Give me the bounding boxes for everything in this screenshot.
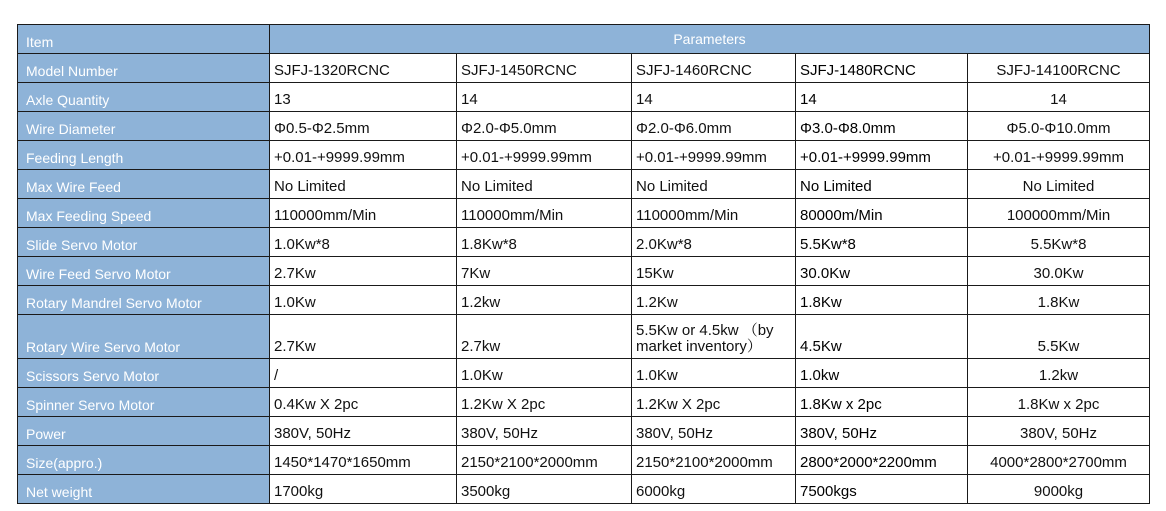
value-cell: 5.5Kw — [968, 315, 1150, 359]
value-cell: 2150*2100*2000mm — [632, 446, 796, 475]
table-row — [18, 199, 1150, 228]
table-row — [18, 141, 1150, 170]
value-cell: No Limited — [968, 170, 1150, 199]
value-cell: 1.2Kw — [632, 286, 796, 315]
value-cell: 2.7kw — [457, 315, 632, 359]
table-row — [18, 315, 1150, 359]
value-cell: 380V, 50Hz — [968, 417, 1150, 446]
value-cell: 1.0kw — [796, 359, 968, 388]
value-cell: / — [270, 359, 457, 388]
table-row — [18, 257, 1150, 286]
value-cell: 6000kg — [632, 475, 796, 504]
value-cell: 3500kg — [457, 475, 632, 504]
row-label: Slide Servo Motor — [18, 228, 270, 257]
value-cell: 380V, 50Hz — [270, 417, 457, 446]
value-cell: 2800*2000*2200mm — [796, 446, 968, 475]
value-cell: 1700kg — [270, 475, 457, 504]
table-row — [18, 388, 1150, 417]
row-label: Rotary Wire Servo Motor — [18, 315, 270, 359]
value-cell: 1.0Kw — [457, 359, 632, 388]
table-header-row — [18, 25, 1150, 54]
value-cell: Φ5.0-Φ10.0mm — [968, 112, 1150, 141]
value-cell: No Limited — [796, 170, 968, 199]
value-cell: 1.8Kw — [796, 286, 968, 315]
value-cell: 110000mm/Min — [270, 199, 457, 228]
value-cell: 1.2kw — [457, 286, 632, 315]
value-cell: 100000mm/Min — [968, 199, 1150, 228]
value-cell: 4000*2800*2700mm — [968, 446, 1150, 475]
row-label: Max Feeding Speed — [18, 199, 270, 228]
value-cell: 14 — [632, 83, 796, 112]
value-cell: Φ0.5-Φ2.5mm — [270, 112, 457, 141]
value-cell: 9000kg — [968, 475, 1150, 504]
value-cell: 30.0Kw — [968, 257, 1150, 286]
row-label: Spinner Servo Motor — [18, 388, 270, 417]
value-cell: 7Kw — [457, 257, 632, 286]
value-cell: Φ3.0-Φ8.0mm — [796, 112, 968, 141]
row-label: Size(appro.) — [18, 446, 270, 475]
value-cell: SJFJ-1450RCNC — [457, 54, 632, 83]
value-cell: 5.5Kw*8 — [968, 228, 1150, 257]
value-cell: 0.4Kw X 2pc — [270, 388, 457, 417]
value-cell: 7500kgs — [796, 475, 968, 504]
value-cell: 15Kw — [632, 257, 796, 286]
row-label: Net weight — [18, 475, 270, 504]
value-cell: 1.2Kw X 2pc — [632, 388, 796, 417]
value-cell: 2.7Kw — [270, 257, 457, 286]
value-cell: 110000mm/Min — [457, 199, 632, 228]
value-cell: 1.8Kw x 2pc — [968, 388, 1150, 417]
value-cell: 380V, 50Hz — [457, 417, 632, 446]
value-cell: 1450*1470*1650mm — [270, 446, 457, 475]
value-cell: No Limited — [270, 170, 457, 199]
row-label: Scissors Servo Motor — [18, 359, 270, 388]
value-cell: 13 — [270, 83, 457, 112]
value-cell: 30.0Kw — [796, 257, 968, 286]
value-cell: 80000m/Min — [796, 199, 968, 228]
value-cell: 1.2kw — [968, 359, 1150, 388]
value-cell: 14 — [457, 83, 632, 112]
table-row — [18, 170, 1150, 199]
value-cell: No Limited — [632, 170, 796, 199]
value-cell: 14 — [796, 83, 968, 112]
value-cell: 5.5Kw*8 — [796, 228, 968, 257]
value-cell: SJFJ-14100RCNC — [968, 54, 1150, 83]
value-cell: Φ2.0-Φ6.0mm — [632, 112, 796, 141]
spec-table — [17, 24, 1150, 504]
value-cell: 1.0Kw*8 — [270, 228, 457, 257]
table-row — [18, 112, 1150, 141]
value-cell: 1.8Kw x 2pc — [796, 388, 968, 417]
value-cell: SJFJ-1460RCNC — [632, 54, 796, 83]
row-label: Wire Diameter — [18, 112, 270, 141]
value-cell: 1.0Kw — [632, 359, 796, 388]
table-row — [18, 228, 1150, 257]
row-label: Max Wire Feed — [18, 170, 270, 199]
value-cell: SJFJ-1320RCNC — [270, 54, 457, 83]
value-cell: 4.5Kw — [796, 315, 968, 359]
value-cell: 14 — [968, 83, 1150, 112]
value-cell: 1.8Kw*8 — [457, 228, 632, 257]
row-label: Axle Quantity — [18, 83, 270, 112]
value-cell: 2.0Kw*8 — [632, 228, 796, 257]
value-cell: +0.01-+9999.99mm — [457, 141, 632, 170]
value-cell: 380V, 50Hz — [632, 417, 796, 446]
row-label: Rotary Mandrel Servo Motor — [18, 286, 270, 315]
row-label: Model Number — [18, 54, 270, 83]
value-cell: 1.0Kw — [270, 286, 457, 315]
parameters-header: Parameters — [270, 25, 1150, 54]
value-cell: 2.7Kw — [270, 315, 457, 359]
value-cell: +0.01-+9999.99mm — [270, 141, 457, 170]
row-label: Power — [18, 417, 270, 446]
table-row — [18, 286, 1150, 315]
table-row — [18, 83, 1150, 112]
value-cell: SJFJ-1480RCNC — [796, 54, 968, 83]
table-row — [18, 417, 1150, 446]
value-cell: 110000mm/Min — [632, 199, 796, 228]
value-cell: 1.8Kw — [968, 286, 1150, 315]
value-cell: +0.01-+9999.99mm — [968, 141, 1150, 170]
value-cell: +0.01-+9999.99mm — [632, 141, 796, 170]
value-cell: Φ2.0-Φ5.0mm — [457, 112, 632, 141]
row-label: Wire Feed Servo Motor — [18, 257, 270, 286]
item-header: Item — [18, 25, 270, 54]
value-cell: +0.01-+9999.99mm — [796, 141, 968, 170]
value-cell: 1.2Kw X 2pc — [457, 388, 632, 417]
table-row — [18, 475, 1150, 504]
row-label: Feeding Length — [18, 141, 270, 170]
table-row — [18, 359, 1150, 388]
table-row — [18, 446, 1150, 475]
value-cell: 380V, 50Hz — [796, 417, 968, 446]
table-row — [18, 54, 1150, 83]
value-cell: No Limited — [457, 170, 632, 199]
value-cell: 2150*2100*2000mm — [457, 446, 632, 475]
value-cell: 5.5Kw or 4.5kw （by market inventory） — [632, 315, 796, 359]
